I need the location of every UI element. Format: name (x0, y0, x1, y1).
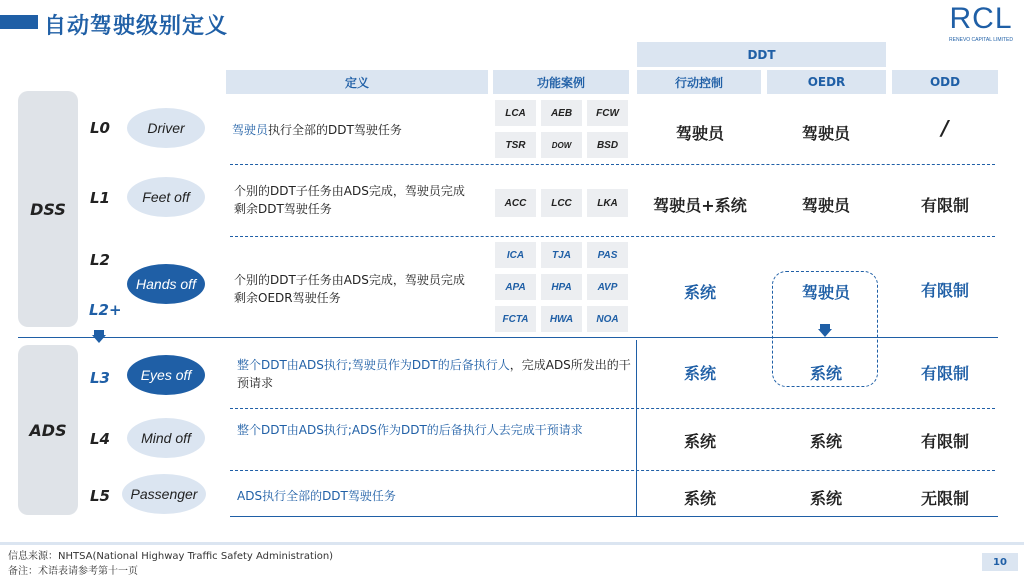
header-oedr: OEDR (767, 70, 886, 94)
motion-l3: 系统 (683, 364, 716, 383)
level-l3: L3 (90, 369, 110, 387)
level-l1: L1 (90, 189, 110, 207)
case-chip: TJA (541, 242, 582, 268)
case-chip: APA (495, 274, 536, 300)
definition-l1: 个别的DDT子任务由ADS完成，驾驶员完成剩余DDT驾驶任务 (234, 184, 465, 216)
motion-l5: 系统 (683, 489, 716, 508)
motion-l1: 驾驶员+系统 (653, 196, 747, 215)
case-chip: FCW (587, 100, 628, 126)
title-accent-bar (0, 15, 38, 29)
motion-l2: 系统 (683, 283, 716, 302)
header-definition: 定义 (226, 70, 488, 94)
case-chip: AEB (541, 100, 582, 126)
level-l5: L5 (90, 487, 110, 505)
row-divider (230, 164, 995, 165)
oedr-arrow-icon (818, 329, 832, 337)
page-title: 自动驾驶级别定义 (44, 14, 229, 39)
mode-feet-off: Feet off (127, 177, 205, 217)
group-ads: ADS (18, 345, 78, 515)
level-l4: L4 (90, 430, 110, 448)
motion-l0: 驾驶员 (675, 124, 724, 143)
oedr-l4: 系统 (809, 432, 842, 451)
oedr-l1: 驾驶员 (801, 196, 850, 215)
oedr-l2: 驾驶员 (801, 283, 850, 302)
footer-note: 备注：术语表请参考第十一页 (8, 566, 138, 577)
mode-eyes-off: Eyes off (127, 355, 205, 395)
odd-l4: 有限制 (920, 432, 969, 451)
case-chip: HWA (541, 306, 582, 332)
mode-hands-off: Hands off (127, 264, 205, 304)
level-l2: L2 (90, 251, 110, 269)
odd-l5: 无限制 (920, 489, 969, 508)
case-chip: PAS (587, 242, 628, 268)
footer-divider (0, 542, 1024, 545)
header-cases: 功能案例 (493, 70, 629, 94)
header-odd: ODD (892, 70, 998, 94)
group-dss: DSS (18, 91, 78, 327)
row-divider (230, 470, 995, 471)
level-l0: L0 (90, 119, 110, 137)
case-chip: ACC (495, 189, 536, 217)
case-chip: TSR (495, 132, 536, 158)
definition-l0: 驾驶员执行全部的DDT驾驶任务 (232, 123, 402, 137)
case-chip: DOW (541, 132, 582, 158)
definition-l4: 整个DDT由ADS执行;ADS作为DDT的后备执行人去完成干预请求 (237, 423, 583, 437)
case-chip: LCA (495, 100, 536, 126)
odd-l3: 有限制 (920, 364, 969, 383)
logo-subtitle: RENEVO CAPITAL LIMITED (949, 37, 1013, 43)
mode-driver: Driver (127, 108, 205, 148)
row-divider (230, 236, 995, 237)
case-chip: BSD (587, 132, 628, 158)
case-chip: FCTA (495, 306, 536, 332)
page-number: 10 (982, 553, 1018, 571)
mode-mind-off: Mind off (127, 418, 205, 458)
footer-source: 信息来源：NHTSA(National Highway Traffic Safety Administration) (8, 551, 334, 562)
column-divider (636, 340, 637, 516)
odd-l0: / (941, 116, 949, 140)
logo: RCL (949, 2, 1013, 35)
case-chip: NOA (587, 306, 628, 332)
oedr-l3: 系统 (809, 364, 842, 383)
row-divider (230, 408, 995, 409)
mode-passenger: Passenger (122, 474, 206, 514)
odd-l1: 有限制 (920, 196, 969, 215)
oedr-l0: 驾驶员 (801, 124, 850, 143)
case-chip: LCC (541, 189, 582, 217)
case-chip: ICA (495, 242, 536, 268)
case-chip: AVP (587, 274, 628, 300)
level-l2plus: L2+ (89, 301, 122, 319)
motion-l4: 系统 (683, 432, 716, 451)
definition-l5: ADS执行全部的DDT驾驶任务 (237, 489, 396, 503)
case-chip: LKA (587, 189, 628, 217)
case-chip: HPA (541, 274, 582, 300)
header-motion-control: 行动控制 (637, 70, 761, 94)
definition-l2: 个别的DDT子任务由ADS完成，驾驶员完成剩余OEDR驾驶任务 (234, 273, 465, 305)
odd-l2: 有限制 (920, 281, 969, 300)
table-bottom-line (230, 516, 998, 517)
definition-l3: 整个DDT由ADS执行;驾驶员作为DDT的后备执行人，完成ADS所发出的干预请求 (237, 358, 631, 390)
header-ddt: DDT (637, 42, 886, 67)
oedr-l5: 系统 (809, 489, 842, 508)
